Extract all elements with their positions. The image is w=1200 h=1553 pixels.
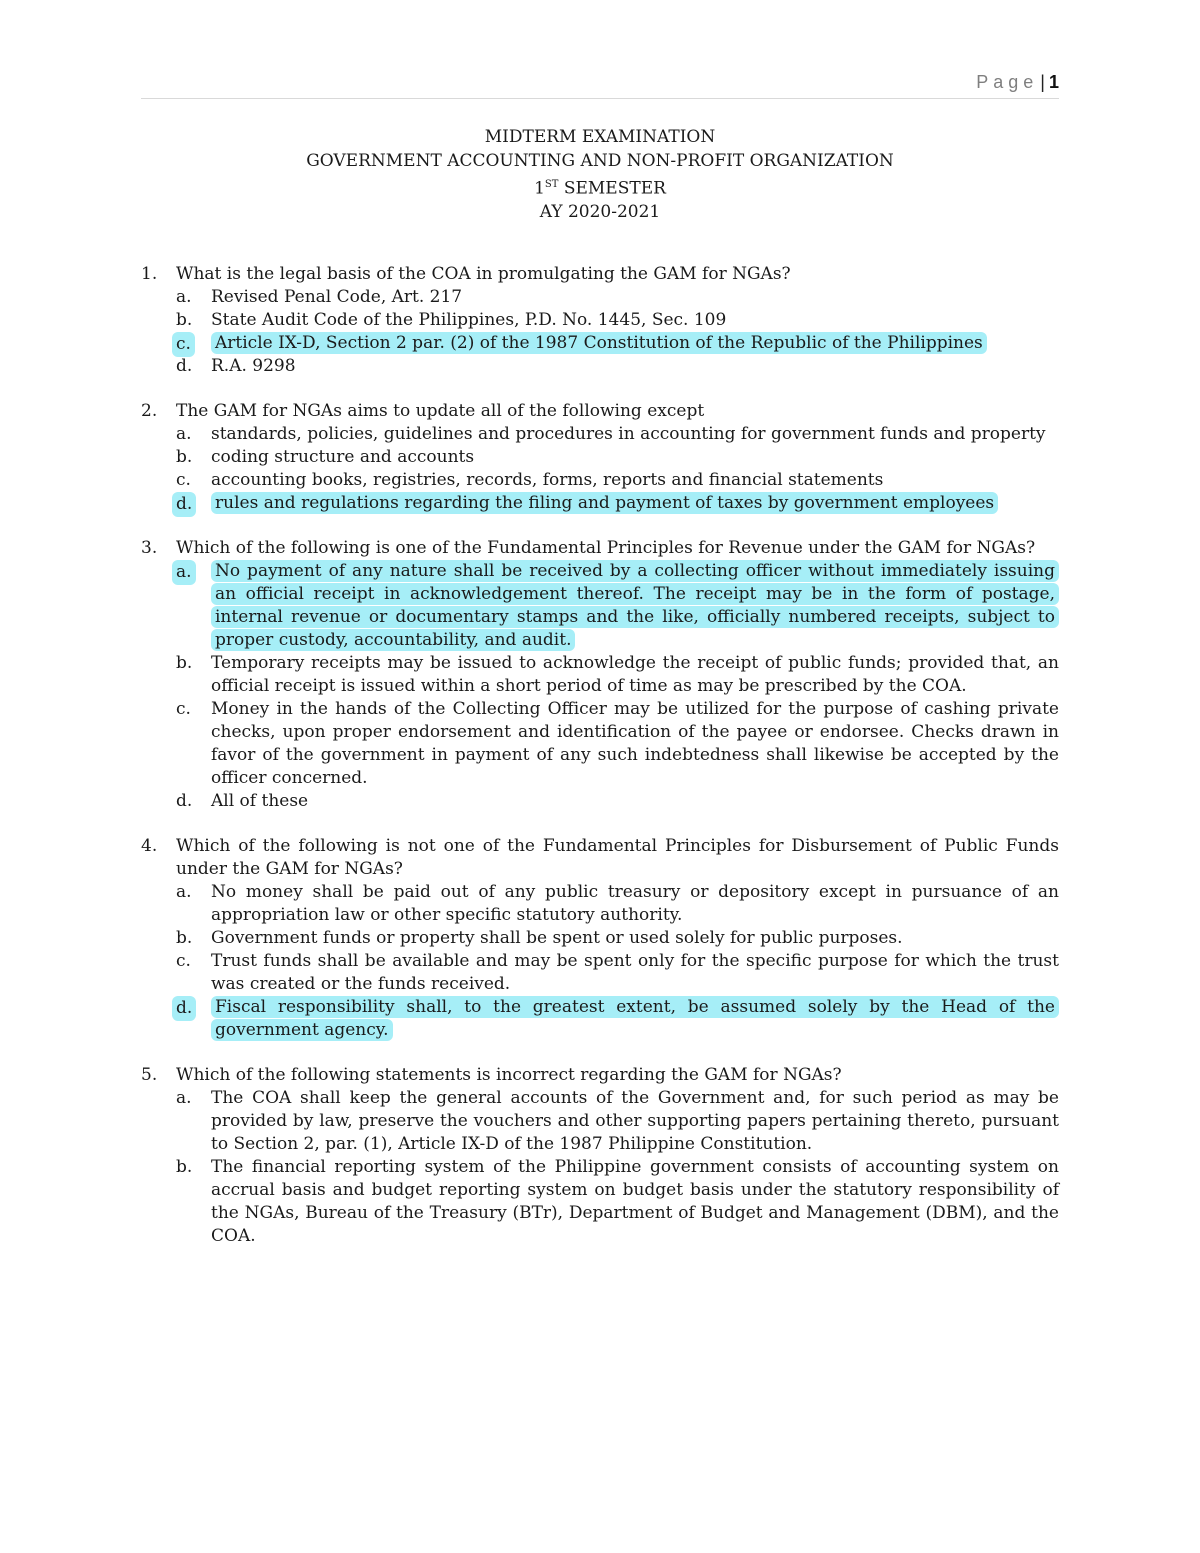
answer-choice-highlighted — [176, 560, 1059, 652]
answer-choice — [176, 881, 1059, 927]
choice-letter: b. — [176, 447, 193, 467]
question-item — [141, 1064, 1059, 1248]
choice-letter: b. — [176, 653, 193, 673]
choice-letter: a. — [176, 1088, 192, 1108]
choice-text: Government funds or property shall be spent or used solely for public purposes. — [211, 928, 903, 948]
academic-year: AY 2020-2021 — [539, 202, 661, 223]
choice-letter: a. — [176, 287, 192, 307]
choice-text: coding structure and accounts — [211, 447, 475, 467]
choice-text: The COA shall keep the general accounts of the Government and, for such period as may be provided by law, preserve the vouchers and other supporting papers pertaining thereto, pursuant to Section 2, par. (1), Article IX-D of the 1987 Philippine Constitution. — [211, 1088, 1059, 1154]
choice-text: The financial reporting system of the Philippine government consists of accounting system on accrual basis and budget reporting system on budget basis under the statutory responsibility of the NGAs, Bureau of the Treasury (BTr), Department of Budget and Management (DBM), and the COA. — [211, 1157, 1059, 1246]
choice-text: Temporary receipts may be issued to acknowledge the receipt of public funds; provided that, an official receipt is issued within a short period of time as may be prescribed by the COA. — [211, 653, 1059, 696]
choice-text: rules and regulations regarding the filing and payment of taxes by government employees — [211, 492, 998, 514]
choice-text: State Audit Code of the Philippines, P.D. No. 1445, Sec. 109 — [211, 310, 727, 330]
choice-text: Trust funds shall be available and may be spent only for the specific purpose for which the trust was created or the funds received. — [211, 951, 1059, 994]
choice-list — [176, 286, 1059, 378]
choice-letter: d. — [172, 996, 196, 1021]
document-title-block — [141, 126, 1059, 225]
question-number: 2. — [141, 401, 158, 421]
answer-choice — [176, 446, 1059, 469]
question-text: Which of the following is not one of the Fundamental Principles for Disbursement of Public Funds under the GAM for NGAs? — [176, 836, 1059, 879]
answer-choice — [176, 950, 1059, 996]
page-number-indicator — [976, 72, 1059, 93]
choice-text: All of these — [211, 791, 309, 811]
choice-text: standards, policies, guidelines and procedures in accounting for government funds and property — [211, 424, 1046, 444]
choice-letter: d. — [172, 492, 196, 517]
choice-text: No payment of any nature shall be received by a collecting officer without immediately issuing an official receipt in acknowledgement thereof. The receipt may be in the form of postage, internal revenue or documentary stamps and the like, officially numbered receipts, subject to proper custody, accountability, and audit. — [211, 560, 1059, 651]
choice-letter: c. — [172, 332, 195, 357]
choice-list — [176, 423, 1059, 515]
question-text: What is the legal basis of the COA in promulgating the GAM for NGAs? — [176, 264, 791, 284]
choice-text: Fiscal responsibility shall, to the greatest extent, be assumed solely by the Head of the government agency. — [211, 996, 1059, 1041]
choice-text: No money shall be paid out of any public treasury or depository except in pursuance of an appropriation law or other specific statutory authority. — [211, 882, 1059, 925]
question-text: The GAM for NGAs aims to update all of the following except — [176, 401, 705, 421]
choice-list — [176, 560, 1059, 813]
question-number: 3. — [141, 538, 158, 558]
choice-letter: a. — [176, 424, 192, 444]
answer-choice — [176, 423, 1059, 446]
choice-text: R.A. 9298 — [211, 356, 296, 376]
answer-choice — [176, 309, 1059, 332]
question-list — [141, 263, 1059, 1270]
choice-text: Revised Penal Code, Art. 217 — [211, 287, 463, 307]
page-separator: | — [1040, 72, 1045, 92]
answer-choice — [176, 355, 1059, 378]
choice-text: Money in the hands of the Collecting Officer may be utilized for the purpose of cashing private checks, upon proper endorsement and identification of the payee or endorsee. Checks drawn in favor of the government in payment of any such indebtedness shall likewise be accepted by the officer concerned. — [211, 699, 1059, 788]
choice-letter: c. — [176, 699, 191, 719]
exam-title: MIDTERM EXAMINATION — [484, 127, 716, 147]
choice-text: Article IX-D, Section 2 par. (2) of the 1987 Constitution of the Republic of the Philippines — [211, 332, 987, 354]
choice-letter: b. — [176, 310, 193, 330]
choice-letter: b. — [176, 928, 193, 948]
question-text: Which of the following statements is incorrect regarding the GAM for NGAs? — [176, 1065, 842, 1085]
page-number: 1 — [1048, 72, 1059, 92]
choice-letter: c. — [176, 951, 191, 971]
answer-choice-highlighted — [176, 332, 1059, 355]
answer-choice-highlighted — [176, 996, 1059, 1042]
choice-letter: a. — [176, 882, 192, 902]
question-number: 1. — [141, 264, 158, 284]
answer-choice — [176, 927, 1059, 950]
answer-choice — [176, 1156, 1059, 1248]
page-header — [141, 72, 1059, 99]
choice-letter: d. — [176, 791, 193, 811]
answer-choice — [176, 286, 1059, 309]
answer-choice — [176, 698, 1059, 790]
choice-text: accounting books, registries, records, forms, reports and financial statements — [211, 470, 884, 490]
answer-choice — [176, 790, 1059, 813]
answer-choice — [176, 1087, 1059, 1156]
question-item — [141, 263, 1059, 378]
choice-letter: a. — [172, 560, 196, 585]
question-item — [141, 537, 1059, 813]
choice-letter: b. — [176, 1157, 193, 1177]
answer-choice-highlighted — [176, 492, 1059, 515]
page-word: Page — [976, 72, 1039, 92]
answer-choice — [176, 469, 1059, 492]
choice-letter: d. — [176, 356, 193, 376]
question-number: 5. — [141, 1065, 158, 1085]
choice-list — [176, 881, 1059, 1042]
course-title: GOVERNMENT ACCOUNTING AND NON-PROFIT ORGANIZATION — [306, 150, 894, 171]
question-number: 4. — [141, 836, 158, 856]
answer-choice — [176, 652, 1059, 698]
question-item — [141, 400, 1059, 515]
question-item — [141, 835, 1059, 1042]
question-text: Which of the following is one of the Fundamental Principles for Revenue under the GAM for NGAs? — [176, 538, 1036, 558]
semester-line: 1ST SEMESTER — [534, 178, 666, 199]
choice-list — [176, 1087, 1059, 1248]
choice-letter: c. — [176, 470, 191, 490]
